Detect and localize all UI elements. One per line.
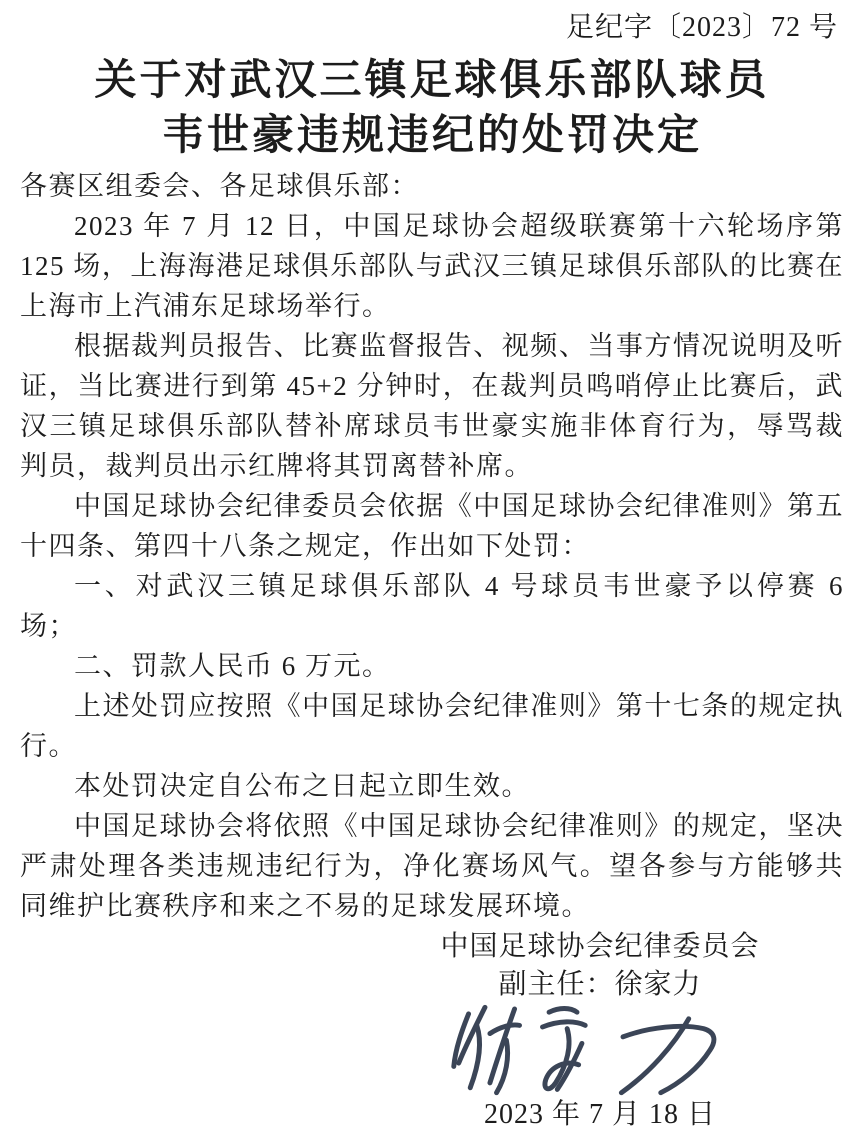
paragraph-legal-basis: 中国足球协会纪律委员会依据《中国足球协会纪律准则》第五十四条、第四十八条之规定，作出如下处罚： (20, 491, 844, 561)
paragraph-match-info: 2023 年 7 月 12 日，中国足球协会超级联赛第十六轮场序第 125 场，上海海港足球俱乐部队与武汉三镇足球俱乐部队的比赛在上海市上汽浦东足球场举行。 (20, 211, 844, 321)
paragraph-closing: 中国足球协会将依照《中国足球协会纪律准则》的规定，坚决严肃处理各类违规违纪行为，净化赛场风气。望各参与方能够共同维护比赛秩序和来之不易的足球发展环境。 (20, 811, 844, 921)
document-title-line2: 韦世豪违规违纪的处罚决定 (161, 113, 702, 159)
document-body (20, 166, 844, 926)
document-number: 足纪字〔2023〕72 号 (565, 12, 838, 43)
handwritten-signature-image (435, 1004, 765, 1096)
issuing-org: 中国足球协会纪律委员会 (440, 931, 760, 962)
paragraph-penalty-2: 二、罚款人民币 6 万元。 (74, 651, 391, 681)
document-title (20, 54, 844, 164)
salutation: 各赛区组委会、各足球俱乐部： (20, 171, 419, 201)
issue-date: 2023 年 7 月 18 日 (483, 1099, 716, 1130)
paragraph-effective: 本处罚决定自公布之日起立即生效。 (74, 771, 530, 801)
signature-block (410, 928, 790, 1134)
signature-strokes (454, 1007, 714, 1092)
document-title-line1: 关于对武汉三镇足球俱乐部队球员 (94, 58, 770, 104)
paragraph-enforcement: 上述处罚应按照《中国足球协会纪律准则》第十七条的规定执行。 (20, 691, 844, 761)
signer-title: 副主任：徐家力 (498, 969, 702, 1000)
paragraph-penalty-1: 一、对武汉三镇足球俱乐部队 4 号球员韦世豪予以停赛 6 场； (20, 571, 844, 641)
paragraph-incident: 根据裁判员报告、比赛监督报告、视频、当事方情况说明及听证，当比赛进行到第 45+2 分钟时，在裁判员鸣哨停止比赛后，武汉三镇足球俱乐部队替补席球员韦世豪实施非体育行为，辱骂裁判员，裁判员出示红牌将其罚离替补席。 (20, 331, 844, 481)
